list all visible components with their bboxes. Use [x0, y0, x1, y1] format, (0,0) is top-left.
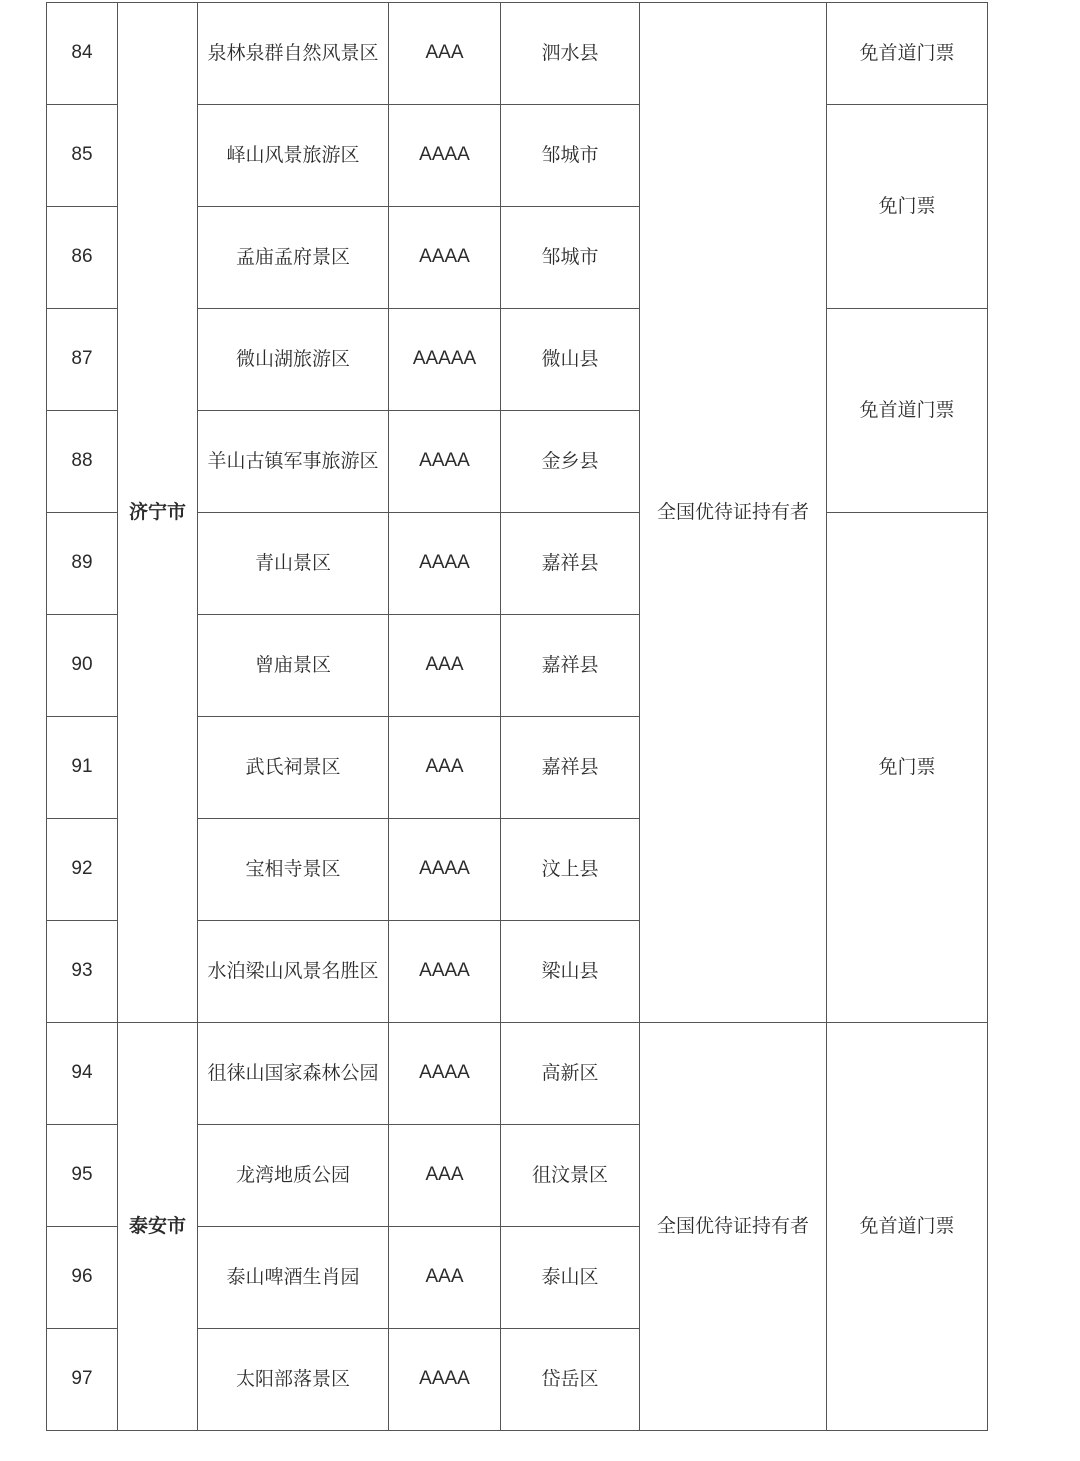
city-cell-jining: 济宁市: [118, 3, 198, 1023]
row-number: 84: [47, 3, 118, 105]
county-name: 微山县: [501, 309, 640, 411]
row-number: 95: [47, 1125, 118, 1227]
row-number: 91: [47, 717, 118, 819]
scenic-level: AAAA: [389, 411, 501, 513]
scenic-name: 峄山风景旅游区: [198, 105, 389, 207]
scenic-name: 水泊梁山风景名胜区: [198, 921, 389, 1023]
row-number: 85: [47, 105, 118, 207]
scenic-name: 武氏祠景区: [198, 717, 389, 819]
table-row: [47, 3, 988, 105]
county-name: 邹城市: [501, 105, 640, 207]
policy-cell-87-88: 免首道门票: [827, 309, 988, 513]
scenic-name: 太阳部落景区: [198, 1329, 389, 1431]
row-number: 88: [47, 411, 118, 513]
county-name: 梁山县: [501, 921, 640, 1023]
row-number: 89: [47, 513, 118, 615]
scenic-name: 曾庙景区: [198, 615, 389, 717]
scenic-level: AAA: [389, 1227, 501, 1329]
scenic-level: AAAA: [389, 513, 501, 615]
row-number: 93: [47, 921, 118, 1023]
scenic-name: 羊山古镇军事旅游区: [198, 411, 389, 513]
county-name: 徂汶景区: [501, 1125, 640, 1227]
policy-cell-84: 免首道门票: [827, 3, 988, 105]
scenic-level: AAAA: [389, 1329, 501, 1431]
scenic-name: 孟庙孟府景区: [198, 207, 389, 309]
target-cell-taian: 全国优待证持有者: [640, 1023, 827, 1431]
row-number: 92: [47, 819, 118, 921]
scenic-level: AAA: [389, 717, 501, 819]
row-number: 86: [47, 207, 118, 309]
scenic-level: AAA: [389, 3, 501, 105]
row-number: 94: [47, 1023, 118, 1125]
row-number: 87: [47, 309, 118, 411]
target-cell-jining: 全国优待证持有者: [640, 3, 827, 1023]
city-cell-taian: 泰安市: [118, 1023, 198, 1431]
county-name: 金乡县: [501, 411, 640, 513]
county-name: 邹城市: [501, 207, 640, 309]
county-name: 岱岳区: [501, 1329, 640, 1431]
scenic-level: AAAA: [389, 105, 501, 207]
county-name: 高新区: [501, 1023, 640, 1125]
scenic-level: AAAA: [389, 1023, 501, 1125]
scenic-name: 泰山啤酒生肖园: [198, 1227, 389, 1329]
table-row: [47, 1023, 988, 1125]
scenic-spot-table: [46, 2, 988, 1431]
scenic-level: AAAAA: [389, 309, 501, 411]
scenic-level: AAAA: [389, 819, 501, 921]
scenic-name: 徂徕山国家森林公园: [198, 1023, 389, 1125]
policy-cell-89-93: 免门票: [827, 513, 988, 1023]
scenic-name: 龙湾地质公园: [198, 1125, 389, 1227]
row-number: 90: [47, 615, 118, 717]
scenic-level: AAA: [389, 1125, 501, 1227]
policy-cell-94-97: 免首道门票: [827, 1023, 988, 1431]
scenic-level: AAA: [389, 615, 501, 717]
county-name: 嘉祥县: [501, 615, 640, 717]
row-number: 97: [47, 1329, 118, 1431]
county-name: 嘉祥县: [501, 513, 640, 615]
scenic-name: 宝相寺景区: [198, 819, 389, 921]
county-name: 泰山区: [501, 1227, 640, 1329]
scenic-level: AAAA: [389, 207, 501, 309]
scenic-name: 微山湖旅游区: [198, 309, 389, 411]
scenic-level: AAAA: [389, 921, 501, 1023]
row-number: 96: [47, 1227, 118, 1329]
policy-cell-85-86: 免门票: [827, 105, 988, 309]
county-name: 嘉祥县: [501, 717, 640, 819]
scenic-name: 泉林泉群自然风景区: [198, 3, 389, 105]
scenic-name: 青山景区: [198, 513, 389, 615]
county-name: 汶上县: [501, 819, 640, 921]
county-name: 泗水县: [501, 3, 640, 105]
